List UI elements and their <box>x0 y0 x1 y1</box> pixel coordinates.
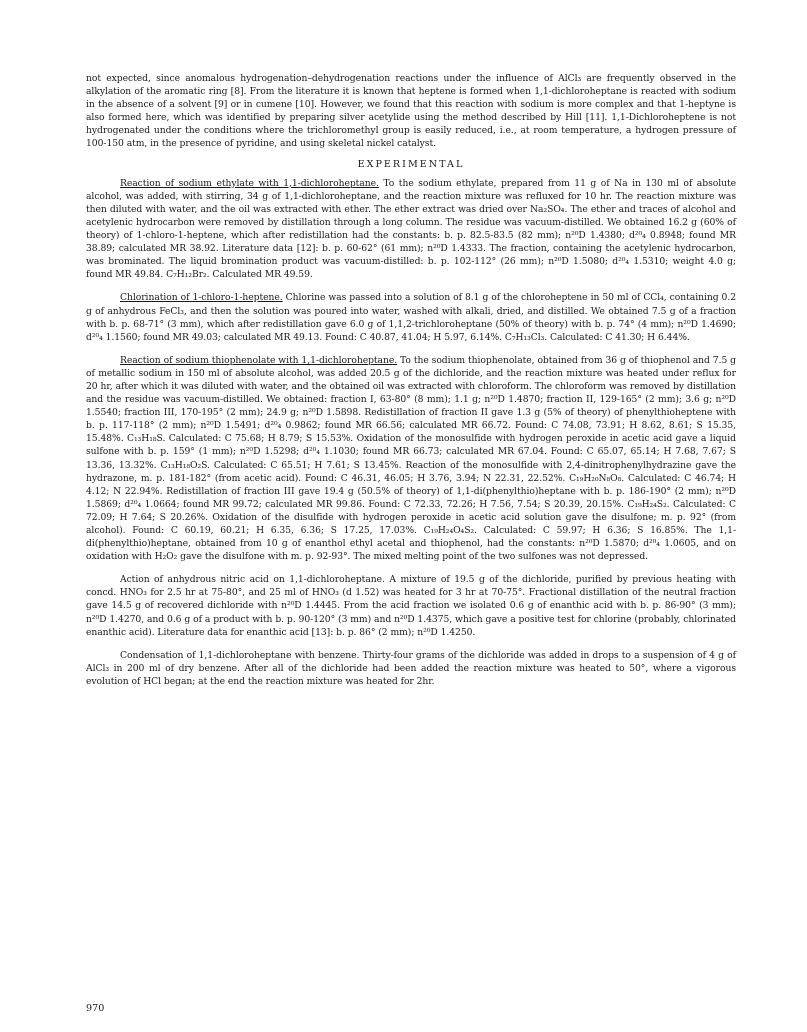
paragraph-thiophenolate <box>86 354 736 564</box>
runin-title-chlorination: Chlorination of 1-chloro-1-heptene. <box>120 292 283 304</box>
paragraph-benzene-condensation: Condensation of 1,1-dichloroheptane with benzene. Thirty-four grams of the dichloride was added in drops to a suspension of 4 g of AlCl₃ in 200 ml of dry benzene. After all of the dichloride had been added the reaction mixture was heated to 50°, where a vigorous evolution of HCl began; at the end the reaction mixture was heated for 2hr. <box>86 649 736 687</box>
paragraph-chlorination <box>86 291 736 343</box>
body-chlorination: Chlorine was passed into a solution of 8.1 g of the chloroheptene in 50 ml of CCl₄, containing 0.2 g of anhydrous FeCl₃, and then the solution was poured into water, washed with alkali, dried, and distilled. We obtained 7.5 g of a fraction with b. p. 68-71° (3 mm), which after redistillation gave 6.0 g of 1,1,2-trichloroheptane (50% of theory) with b. p. 74° (4 mm); n²⁰D 1.4690; d²⁰₄ 1.1560; found MR 49.03; calculated MR 49.13. Found: C 40.87, 41.04; H 5.97, 6.14%. C₇H₁₃Cl₃. Calculated: C 41.30; H 6.44%. <box>86 292 736 343</box>
body-thiophenolate: To the sodium thiophenolate, obtained from 36 g of thiophenol and 7.5 g of metallic sodium in 150 ml of absolute alcohol, was added 20.5 g of the dichloride, and the reaction mixture was heated under reflux for 20 hr, after which it was diluted with water, and the obtained oil was extracted with chloroform. The chloroform was removed by distillation and the residue was vacuum-distilled. We obtained: fraction I, 63-80° (8 mm); 1.1 g; n²⁰D 1.4870; fraction II, 129-165° (2 mm); 3.6 g; n²⁰D 1.5540; fraction III, 170-195° (2 mm); 24.9 g; n²⁰D 1.5898. Redistillation of fraction II gave 1.3 g (5% of theory) of phenylthioheptene with b. p. 117-118° (2 mm); n²⁰D 1.5491; d²⁰₄ 0.9862; found MR 66.56; calculated MR 66.72. Found: C 74.08, 73.91; H 8.62, 8.61; S 15.35, 15.48%. C₁₃H₁₈S. Calculated: C 75.68; H 8.79; S 15.53%. Oxidation of the monosulfide with hydrogen peroxide in acetic acid gave a liquid sulfone with b. p. 159° (1 mm); n²⁰D 1.5298; d²⁰₄ 1.1030; found MR 66.73; calculated MR 67.04. Found: C 65.07, 65.14; H 7.68, 7.67; S 13.36, 13.32%. C₁₃H₁₈O₂S. Calculated: C 65.51; H 7.61; S 13.45%. Reaction of the monosulfide with 2,4-dinitrophenylhydrazine gave the hydrazone, m. p. 181-182° (from acetic acid). Found: C 46.31, 46.05; H 3.76, 3.94; N 22.31, 22.52%. C₁₉H₂₀N₈O₈. Calculated: C 46.74; H 4.12; N 22.94%. Redistillation of fraction III gave 19.4 g (50.5% of theory) of 1,1-di(phenylthio)heptane with b. p. 186-190° (2 mm); n²⁰D 1.5869; d²⁰₄ 1.0664; found MR 99.72; calculated MR 99.86. Found: C 72.33, 72.26; H 7.56, 7.54; S 20.39, 20.15%. C₁₉H₂₄S₂. Calculated: C 72.09; H 7.64; S 20.26%. Oxidation of the disulfide with hydrogen peroxide in acetic acid solution gave the disulfone; m. p. 92° (from alcohol). Found: C 60.19, 60.21; H 6.35, 6.36; S 17.25, 17.03%. C₁₉H₂₄O₄S₂. Calculated: C 59.97; H 6.36; S 16.85%. The 1,1-di(phenylthio)heptane, obtained from 10 g of enanthol ethyl acetal and thiophenol, had the constants: n²⁰D 1.5870; d²⁰₄ 1.0605, and on oxidation with H₂O₂ gave the disulfone with m. p. 92-93°. The mixed melting point of the two sulfones was not depressed. <box>86 354 737 563</box>
section-heading: EXPERIMENTAL <box>357 158 465 170</box>
page-number: 970 <box>86 1003 105 1014</box>
intro-paragraph: not expected, since anomalous hydrogenation–dehydrogenation reactions under the influence of AlCl₃ are frequently observed in the alkylation of the aromatic ring [8]. From the literature it is known that heptene is formed when 1,1-dichloroheptane is reacted with sodium in the absence of a solvent [9] or in cumene [10]. However, we found that this reaction with sodium is more complex and that 1-heptyne is also formed here, which was identified by preparing silver acetylide using the method described by Hill [11]. 1,1-Dichloroheptene is not hydrogenated under the conditions where the trichloromethyl group is easily reduced, i.e., at room temperature, a hydrogen pressure of 100-150 atm, in the presence of pyridine, and using skeletal nickel catalyst. <box>86 73 736 150</box>
runin-title-thiophenolate: Reaction of sodium thiophenolate with 1,1-dichloroheptane. <box>120 354 398 366</box>
document-page <box>86 72 736 688</box>
body-sodium-ethylate: To the sodium ethylate, prepared from 11 g of Na in 130 ml of absolute alcohol, was added, with stirring, 34 g of 1,1-dichloroheptane, and the reaction mixture was refluxed for 10 hr. The reaction mixture was then diluted with water, and the oil was extracted with ether. The ether extract was dried over Na₂SO₄. The ether and traces of alcohol and acetylenic hydrocarbon were removed by distillation through a long column. The residue was vacuum-distilled. We obtained 16.2 g (60% of theory) of 1-chloro-1-heptene, which after redistillation had the constants: b. p. 82.5-83.5 (82 mm); n²⁰D 1.4380; d²⁰₄ 0.8948; found MR 38.89; calculated MR 38.92. Literature data [12]: b. p. 60-62° (61 mm); n²⁰D 1.4333. The fraction, containing the acetylenic hydrocarbon, was brominated. The liquid bromination product was vacuum-distilled: b. p. 102-112° (26 mm); n²⁰D 1.5080; d²⁰₄ 1.5310; weight 4.0 g; found MR 49.84. C₇H₁₂Br₂. Calculated MR 49.59. <box>86 177 736 281</box>
paragraph-sodium-ethylate <box>86 177 736 282</box>
runin-title-sodium-ethylate: Reaction of sodium ethylate with 1,1-dichloroheptane. <box>120 177 379 189</box>
paragraph-nitric-acid: Action of anhydrous nitric acid on 1,1-dichloroheptane. A mixture of 19.5 g of the dichloride, purified by previous heating with concd. HNO₃ for 2.5 hr at 75-80°, and 25 ml of HNO₃ (d 1.52) was heated for 3 hr at 70-75°. Fractional distillation of the neutral fraction gave 14.5 g of recovered dichloride with n²⁰D 1.4445. From the acid fraction we isolated 0.6 g of enanthic acid with b. p. 86-90° (3 mm); n²⁰D 1.4270, and 0.6 g of a product with b. p. 90-120° (3 mm) and n²⁰D 1.4375, which gave a positive test for chlorine (probably, chlorinated enanthic acid). Literature data for enanthic acid [13]: b. p. 86° (2 mm); n²⁰D 1.4250. <box>86 574 736 638</box>
